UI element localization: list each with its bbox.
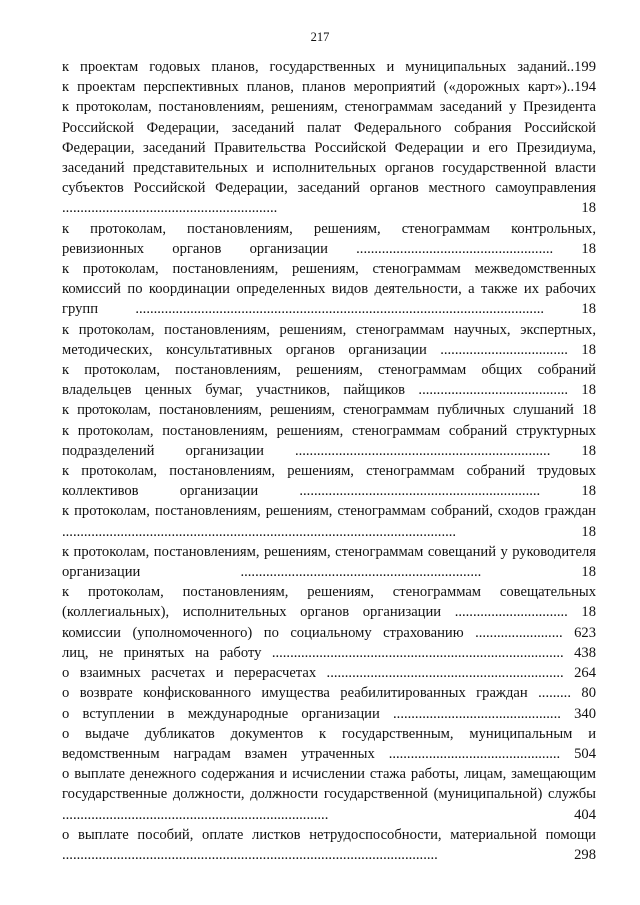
index-entry: к проектам годовых планов, государственных и муниципальных заданий..199: [62, 59, 596, 75]
index-entry: к протоколам, постановлениям, решениям, стенограммам совещательных (коллегиальных), исполнительных органов организации ............................... 18: [62, 584, 596, 621]
index-entry: о выплате денежного содержания и исчислении стажа работы, лицам, замещающим государственные должности, должности государственной (муниципальной) службы ......................................................................... 404: [62, 766, 596, 823]
index-entry: к протоколам, постановлениям, решениям, стенограммам собраний, сходов граждан ............................................................................................................ 18: [62, 503, 596, 540]
index-entry: к протоколам, постановлениям, решениям, стенограммам научных, экспертных, методических, консультативных органов организации ................................... 18: [62, 321, 596, 358]
index-entry: к протоколам, постановлениям, решениям, стенограммам межведомственных комиссий по координации определенных видов деятельности, а также их рабочих групп ................................................................................................................ 18: [62, 261, 596, 318]
index-entry: к протоколам, постановлениям, решениям, стенограммам общих собраний владельцев ценных бумаг, участников, пайщиков ......................................... 18: [62, 362, 596, 399]
index-entry: о возврате конфискованного имущества реабилитированных граждан ......... 80: [62, 685, 596, 702]
page-number: 217: [310, 30, 330, 44]
index-entry: к протоколам, постановлениям, решениям, стенограммам заседаний у Президента Российской Федерации, заседаний палат Федерального собрания Российской Федерации, заседаний Правительства Российской Федерации и его Президиума, заседаний представительных и исполнительных органов государственной власти субъектов Российской Федерации, заседаний органов местного самоуправления ........................................................... 18: [62, 99, 596, 217]
index-entry: к протоколам, постановлениям, решениям, стенограммам публичных слушаний 18: [62, 402, 596, 419]
index-entry: к протоколам, постановлениям, решениям, стенограммам собраний структурных подразделений организации ...................................................................... 18: [62, 422, 596, 459]
index-entry: к протоколам, постановлениям, решениям, стенограммам совещаний у руководителя организации .................................................................. 18: [62, 543, 596, 581]
index-entry: к протоколам, постановлениям, решениям, стенограммам контрольных, ревизионных органов организации ...................................................... 18: [62, 220, 596, 257]
index-entry: о выплате пособий, оплате листков нетрудоспособности, материальной помощи ....................................................................................................... 298: [62, 826, 596, 863]
index-entry: о взаимных расчетах и перерасчетах ................................................................. 264: [62, 665, 596, 682]
index-entry: о вступлении в международные организации .............................................. 340: [62, 705, 596, 722]
index-entry: комиссии (уполномоченного) по социальному страхованию ........................ 623: [62, 624, 596, 641]
index-entry: о выдаче дубликатов документов к государственным, муниципальным и ведомственным наградам взамен утраченных ............................................... 504: [62, 725, 596, 762]
index-list: [62, 57, 596, 865]
index-entry: к протоколам, постановлениям, решениям, стенограммам собраний трудовых коллективов организации .................................................................. 18: [62, 463, 596, 500]
index-entry: к проектам перспективных планов, планов мероприятий («дорожных карт»)..194: [62, 79, 596, 96]
index-entry: лиц, не принятых на работу ................................................................................ 438: [62, 644, 596, 661]
